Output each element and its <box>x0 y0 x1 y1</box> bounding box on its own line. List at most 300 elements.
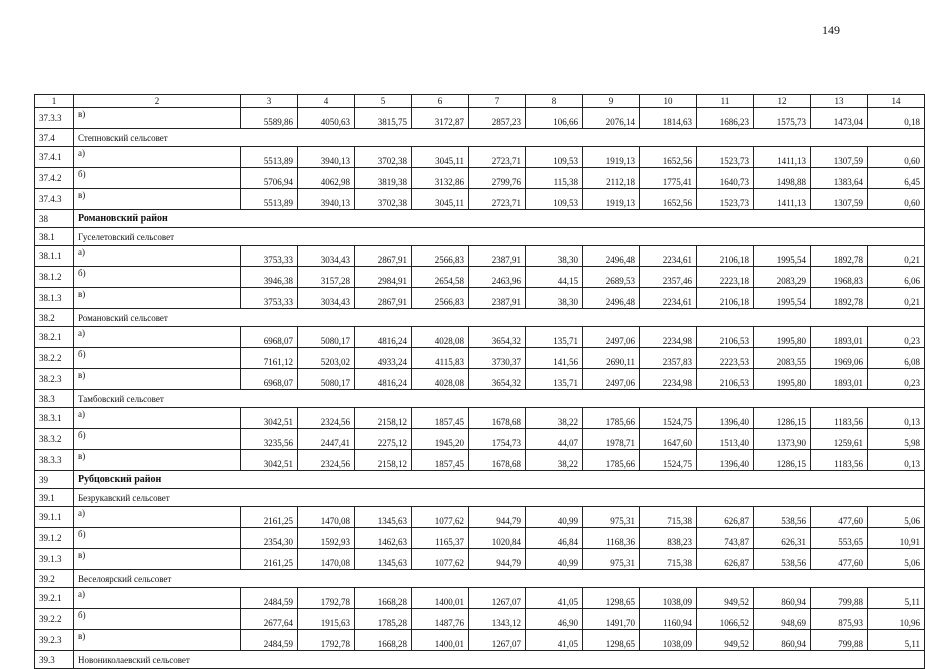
row-code: 39.2.2 <box>35 609 74 630</box>
value-cell: 0,21 <box>868 246 925 267</box>
value-cell: 1785,28 <box>355 609 412 630</box>
row-code: 38.1.2 <box>35 267 74 288</box>
value-cell: 1969,06 <box>811 348 868 369</box>
value-cell: 2357,46 <box>640 267 697 288</box>
value-cell: 1400,01 <box>412 588 469 609</box>
value-cell: 1066,52 <box>697 609 754 630</box>
column-number: 13 <box>811 95 868 108</box>
value-cell: 1183,56 <box>811 408 868 429</box>
value-cell: 1893,01 <box>811 369 868 390</box>
value-cell: 1020,84 <box>469 528 526 549</box>
section-code: 38.2 <box>35 309 74 327</box>
value-cell: 3702,38 <box>355 147 412 168</box>
value-cell: 0,21 <box>868 288 925 309</box>
value-cell: 0,13 <box>868 450 925 471</box>
value-cell: 5080,17 <box>298 327 355 348</box>
settlement-row <box>35 390 925 408</box>
value-cell: 1785,66 <box>583 450 640 471</box>
value-cell: 41,05 <box>526 630 583 651</box>
value-cell: 1077,62 <box>412 549 469 570</box>
value-cell: 2723,71 <box>469 147 526 168</box>
settlement-row <box>35 228 925 246</box>
column-number: 4 <box>298 95 355 108</box>
value-cell: 2677,64 <box>241 609 298 630</box>
value-cell: 135,71 <box>526 369 583 390</box>
value-cell: 553,65 <box>811 528 868 549</box>
value-cell: 2234,61 <box>640 246 697 267</box>
value-cell: 6,45 <box>868 168 925 189</box>
column-number: 8 <box>526 95 583 108</box>
section-code: 39.1 <box>35 489 74 507</box>
value-cell: 1814,63 <box>640 108 697 129</box>
value-cell: 3042,51 <box>241 408 298 429</box>
value-cell: 975,31 <box>583 507 640 528</box>
row-code: 38.3.2 <box>35 429 74 450</box>
value-cell: 6,06 <box>868 267 925 288</box>
value-cell: 4115,83 <box>412 348 469 369</box>
row-code: 39.1.1 <box>35 507 74 528</box>
value-cell: 1785,66 <box>583 408 640 429</box>
value-cell: 3753,33 <box>241 246 298 267</box>
value-cell: 4816,24 <box>355 327 412 348</box>
value-cell: 2447,41 <box>298 429 355 450</box>
value-cell: 2484,59 <box>241 588 298 609</box>
value-cell: 0,23 <box>868 327 925 348</box>
value-cell: 799,88 <box>811 588 868 609</box>
value-cell: 3753,33 <box>241 288 298 309</box>
table-body <box>35 95 925 669</box>
value-cell: 2161,25 <box>241 549 298 570</box>
value-cell: 1523,73 <box>697 147 754 168</box>
value-cell: 5,06 <box>868 507 925 528</box>
value-cell: 1470,08 <box>298 507 355 528</box>
value-cell: 2496,48 <box>583 288 640 309</box>
value-cell: 1640,73 <box>697 168 754 189</box>
value-cell: 4816,24 <box>355 369 412 390</box>
value-cell: 2463,96 <box>469 267 526 288</box>
value-cell: 40,99 <box>526 507 583 528</box>
value-cell: 1968,83 <box>811 267 868 288</box>
value-cell: 1995,54 <box>754 288 811 309</box>
value-cell: 2387,91 <box>469 246 526 267</box>
value-cell: 626,87 <box>697 507 754 528</box>
value-cell: 3235,56 <box>241 429 298 450</box>
table-row <box>35 189 925 210</box>
value-cell: 975,31 <box>583 549 640 570</box>
table-row <box>35 168 925 189</box>
value-cell: 3034,43 <box>298 288 355 309</box>
row-code: 39.1.3 <box>35 549 74 570</box>
value-cell: 1077,62 <box>412 507 469 528</box>
value-cell: 6968,07 <box>241 327 298 348</box>
value-cell: 1491,70 <box>583 609 640 630</box>
row-variant: б) <box>74 348 241 369</box>
table-row <box>35 348 925 369</box>
value-cell: 1915,63 <box>298 609 355 630</box>
district-row <box>35 210 925 228</box>
value-cell: 44,15 <box>526 267 583 288</box>
settlement-row <box>35 489 925 507</box>
value-cell: 3045,11 <box>412 147 469 168</box>
value-cell: 41,05 <box>526 588 583 609</box>
row-variant: в) <box>74 108 241 129</box>
value-cell: 2867,91 <box>355 288 412 309</box>
row-code: 39.1.2 <box>35 528 74 549</box>
section-code: 39.3 <box>35 651 74 669</box>
row-code: 38.1.1 <box>35 246 74 267</box>
value-cell: 4050,63 <box>298 108 355 129</box>
value-cell: 4062,98 <box>298 168 355 189</box>
settlement-title: Безрукавский сельсовет <box>74 489 925 507</box>
column-number: 14 <box>868 95 925 108</box>
column-number-row <box>35 95 925 108</box>
settlement-row <box>35 570 925 588</box>
page-number: 149 <box>822 23 840 37</box>
value-cell: 1857,45 <box>412 450 469 471</box>
value-cell: 1373,90 <box>754 429 811 450</box>
value-cell: 4028,08 <box>412 327 469 348</box>
value-cell: 949,52 <box>697 630 754 651</box>
value-cell: 3132,86 <box>412 168 469 189</box>
row-code: 37.3.3 <box>35 108 74 129</box>
row-code: 38.1.3 <box>35 288 74 309</box>
value-cell: 2689,53 <box>583 267 640 288</box>
value-cell: 38,22 <box>526 450 583 471</box>
row-variant: в) <box>74 189 241 210</box>
value-cell: 2112,18 <box>583 168 640 189</box>
value-cell: 1345,63 <box>355 507 412 528</box>
value-cell: 860,94 <box>754 588 811 609</box>
column-number: 7 <box>469 95 526 108</box>
value-cell: 1652,56 <box>640 189 697 210</box>
value-cell: 44,07 <box>526 429 583 450</box>
row-variant: б) <box>74 609 241 630</box>
value-cell: 1523,73 <box>697 189 754 210</box>
table-row <box>35 507 925 528</box>
value-cell: 477,60 <box>811 507 868 528</box>
value-cell: 1462,63 <box>355 528 412 549</box>
value-cell: 10,96 <box>868 609 925 630</box>
column-number: 5 <box>355 95 412 108</box>
value-cell: 1893,01 <box>811 327 868 348</box>
value-cell: 860,94 <box>754 630 811 651</box>
row-variant: а) <box>74 507 241 528</box>
row-variant: а) <box>74 408 241 429</box>
value-cell: 2799,76 <box>469 168 526 189</box>
value-cell: 141,56 <box>526 348 583 369</box>
value-cell: 1575,73 <box>754 108 811 129</box>
column-number: 11 <box>697 95 754 108</box>
value-cell: 10,91 <box>868 528 925 549</box>
column-number: 2 <box>74 95 241 108</box>
value-cell: 2496,48 <box>583 246 640 267</box>
value-cell: 1473,04 <box>811 108 868 129</box>
settlement-title: Гуселетовский сельсовет <box>74 228 925 246</box>
row-code: 37.4.3 <box>35 189 74 210</box>
value-cell: 2566,83 <box>412 288 469 309</box>
value-cell: 38,30 <box>526 288 583 309</box>
value-cell: 1647,60 <box>640 429 697 450</box>
table-row <box>35 528 925 549</box>
value-cell: 2654,58 <box>412 267 469 288</box>
table-row <box>35 549 925 570</box>
value-cell: 2106,18 <box>697 288 754 309</box>
value-cell: 2387,91 <box>469 288 526 309</box>
value-cell: 1470,08 <box>298 549 355 570</box>
settlement-title: Степновский сельсовет <box>74 129 925 147</box>
value-cell: 3172,87 <box>412 108 469 129</box>
value-cell: 2857,23 <box>469 108 526 129</box>
value-cell: 1668,28 <box>355 588 412 609</box>
column-number: 1 <box>35 95 74 108</box>
value-cell: 1307,59 <box>811 147 868 168</box>
value-cell: 2324,56 <box>298 408 355 429</box>
value-cell: 1775,41 <box>640 168 697 189</box>
settlement-title: Новониколаевский сельсовет <box>74 651 925 669</box>
value-cell: 5706,94 <box>241 168 298 189</box>
value-cell: 5080,17 <box>298 369 355 390</box>
value-cell: 1487,76 <box>412 609 469 630</box>
value-cell: 3819,38 <box>355 168 412 189</box>
value-cell: 3654,32 <box>469 369 526 390</box>
table-row <box>35 147 925 168</box>
value-cell: 1524,75 <box>640 450 697 471</box>
value-cell: 2484,59 <box>241 630 298 651</box>
row-code: 38.3.1 <box>35 408 74 429</box>
row-variant: б) <box>74 168 241 189</box>
section-code: 38.3 <box>35 390 74 408</box>
value-cell: 46,84 <box>526 528 583 549</box>
value-cell: 715,38 <box>640 549 697 570</box>
row-code: 37.4.1 <box>35 147 74 168</box>
value-cell: 1892,78 <box>811 288 868 309</box>
table-row <box>35 369 925 390</box>
value-cell: 944,79 <box>469 549 526 570</box>
table-row <box>35 267 925 288</box>
row-code: 39.2.1 <box>35 588 74 609</box>
value-cell: 4028,08 <box>412 369 469 390</box>
value-cell: 1668,28 <box>355 630 412 651</box>
value-cell: 5589,86 <box>241 108 298 129</box>
value-cell: 3034,43 <box>298 246 355 267</box>
value-cell: 2275,12 <box>355 429 412 450</box>
district-title: Романовский район <box>74 210 925 228</box>
value-cell: 1168,36 <box>583 528 640 549</box>
value-cell: 3730,37 <box>469 348 526 369</box>
row-variant: в) <box>74 549 241 570</box>
value-cell: 6968,07 <box>241 369 298 390</box>
settlement-title: Тамбовский сельсовет <box>74 390 925 408</box>
value-cell: 2223,18 <box>697 267 754 288</box>
value-cell: 2106,53 <box>697 369 754 390</box>
value-cell: 1267,07 <box>469 630 526 651</box>
value-cell: 1678,68 <box>469 450 526 471</box>
value-cell: 7161,12 <box>241 348 298 369</box>
section-code: 37.4 <box>35 129 74 147</box>
value-cell: 3702,38 <box>355 189 412 210</box>
value-cell: 1411,13 <box>754 147 811 168</box>
value-cell: 1592,93 <box>298 528 355 549</box>
value-cell: 38,22 <box>526 408 583 429</box>
value-cell: 1298,65 <box>583 630 640 651</box>
value-cell: 5203,02 <box>298 348 355 369</box>
value-cell: 2158,12 <box>355 450 412 471</box>
value-cell: 2234,98 <box>640 327 697 348</box>
section-code: 38 <box>35 210 74 228</box>
value-cell: 1498,88 <box>754 168 811 189</box>
row-variant: в) <box>74 288 241 309</box>
value-cell: 1183,56 <box>811 450 868 471</box>
section-code: 38.1 <box>35 228 74 246</box>
column-number: 3 <box>241 95 298 108</box>
row-code: 38.2.3 <box>35 369 74 390</box>
value-cell: 1396,40 <box>697 408 754 429</box>
value-cell: 715,38 <box>640 507 697 528</box>
value-cell: 2867,91 <box>355 246 412 267</box>
value-cell: 2497,06 <box>583 327 640 348</box>
table-row <box>35 588 925 609</box>
value-cell: 1038,09 <box>640 630 697 651</box>
value-cell: 2158,12 <box>355 408 412 429</box>
settlement-row <box>35 129 925 147</box>
value-cell: 1686,23 <box>697 108 754 129</box>
value-cell: 1995,80 <box>754 369 811 390</box>
value-cell: 1259,61 <box>811 429 868 450</box>
tariff-table <box>34 94 925 669</box>
value-cell: 2723,71 <box>469 189 526 210</box>
value-cell: 2234,61 <box>640 288 697 309</box>
settlement-row <box>35 309 925 327</box>
value-cell: 46,90 <box>526 609 583 630</box>
value-cell: 799,88 <box>811 630 868 651</box>
value-cell: 0,18 <box>868 108 925 129</box>
district-title: Рубцовский район <box>74 471 925 489</box>
value-cell: 5,11 <box>868 588 925 609</box>
value-cell: 2690,11 <box>583 348 640 369</box>
value-cell: 5513,89 <box>241 189 298 210</box>
row-variant: в) <box>74 369 241 390</box>
value-cell: 2106,18 <box>697 246 754 267</box>
value-cell: 1160,94 <box>640 609 697 630</box>
value-cell: 2984,91 <box>355 267 412 288</box>
table-row <box>35 609 925 630</box>
table-row <box>35 630 925 651</box>
value-cell: 1792,78 <box>298 588 355 609</box>
row-code: 38.3.3 <box>35 450 74 471</box>
value-cell: 944,79 <box>469 507 526 528</box>
value-cell: 1754,73 <box>469 429 526 450</box>
table-row <box>35 108 925 129</box>
value-cell: 1652,56 <box>640 147 697 168</box>
value-cell: 1038,09 <box>640 588 697 609</box>
value-cell: 1792,78 <box>298 630 355 651</box>
value-cell: 2083,55 <box>754 348 811 369</box>
row-code: 37.4.2 <box>35 168 74 189</box>
value-cell: 5,98 <box>868 429 925 450</box>
table-row <box>35 327 925 348</box>
value-cell: 1286,15 <box>754 450 811 471</box>
value-cell: 1919,13 <box>583 189 640 210</box>
value-cell: 1513,40 <box>697 429 754 450</box>
row-variant: а) <box>74 327 241 348</box>
row-variant: а) <box>74 246 241 267</box>
table-row <box>35 429 925 450</box>
value-cell: 1995,54 <box>754 246 811 267</box>
value-cell: 5513,89 <box>241 147 298 168</box>
value-cell: 3940,13 <box>298 189 355 210</box>
settlement-title: Романовский сельсовет <box>74 309 925 327</box>
value-cell: 1298,65 <box>583 588 640 609</box>
value-cell: 538,56 <box>754 549 811 570</box>
value-cell: 40,99 <box>526 549 583 570</box>
value-cell: 0,60 <box>868 147 925 168</box>
value-cell: 875,93 <box>811 609 868 630</box>
settlement-row <box>35 651 925 669</box>
value-cell: 2161,25 <box>241 507 298 528</box>
value-cell: 0,23 <box>868 369 925 390</box>
value-cell: 626,87 <box>697 549 754 570</box>
row-variant: б) <box>74 429 241 450</box>
value-cell: 3815,75 <box>355 108 412 129</box>
value-cell: 109,53 <box>526 189 583 210</box>
row-variant: в) <box>74 450 241 471</box>
value-cell: 626,31 <box>754 528 811 549</box>
value-cell: 6,08 <box>868 348 925 369</box>
value-cell: 3157,28 <box>298 267 355 288</box>
value-cell: 3045,11 <box>412 189 469 210</box>
value-cell: 4933,24 <box>355 348 412 369</box>
settlement-title: Веселоярский сельсовет <box>74 570 925 588</box>
value-cell: 2497,06 <box>583 369 640 390</box>
value-cell: 1343,12 <box>469 609 526 630</box>
value-cell: 1411,13 <box>754 189 811 210</box>
value-cell: 1400,01 <box>412 630 469 651</box>
value-cell: 1286,15 <box>754 408 811 429</box>
value-cell: 2354,30 <box>241 528 298 549</box>
value-cell: 948,69 <box>754 609 811 630</box>
value-cell: 1945,20 <box>412 429 469 450</box>
value-cell: 1857,45 <box>412 408 469 429</box>
row-code: 39.2.3 <box>35 630 74 651</box>
column-number: 10 <box>640 95 697 108</box>
value-cell: 1892,78 <box>811 246 868 267</box>
value-cell: 2324,56 <box>298 450 355 471</box>
value-cell: 3940,13 <box>298 147 355 168</box>
value-cell: 1678,68 <box>469 408 526 429</box>
section-code: 39.2 <box>35 570 74 588</box>
column-number: 9 <box>583 95 640 108</box>
value-cell: 1396,40 <box>697 450 754 471</box>
value-cell: 1995,80 <box>754 327 811 348</box>
value-cell: 2223,53 <box>697 348 754 369</box>
row-variant: б) <box>74 267 241 288</box>
value-cell: 1978,71 <box>583 429 640 450</box>
value-cell: 3654,32 <box>469 327 526 348</box>
value-cell: 115,38 <box>526 168 583 189</box>
value-cell: 3042,51 <box>241 450 298 471</box>
row-variant: б) <box>74 528 241 549</box>
value-cell: 1383,64 <box>811 168 868 189</box>
value-cell: 2106,53 <box>697 327 754 348</box>
value-cell: 109,53 <box>526 147 583 168</box>
value-cell: 949,52 <box>697 588 754 609</box>
value-cell: 477,60 <box>811 549 868 570</box>
value-cell: 1524,75 <box>640 408 697 429</box>
value-cell: 38,30 <box>526 246 583 267</box>
value-cell: 1307,59 <box>811 189 868 210</box>
value-cell: 1165,37 <box>412 528 469 549</box>
column-number: 6 <box>412 95 469 108</box>
